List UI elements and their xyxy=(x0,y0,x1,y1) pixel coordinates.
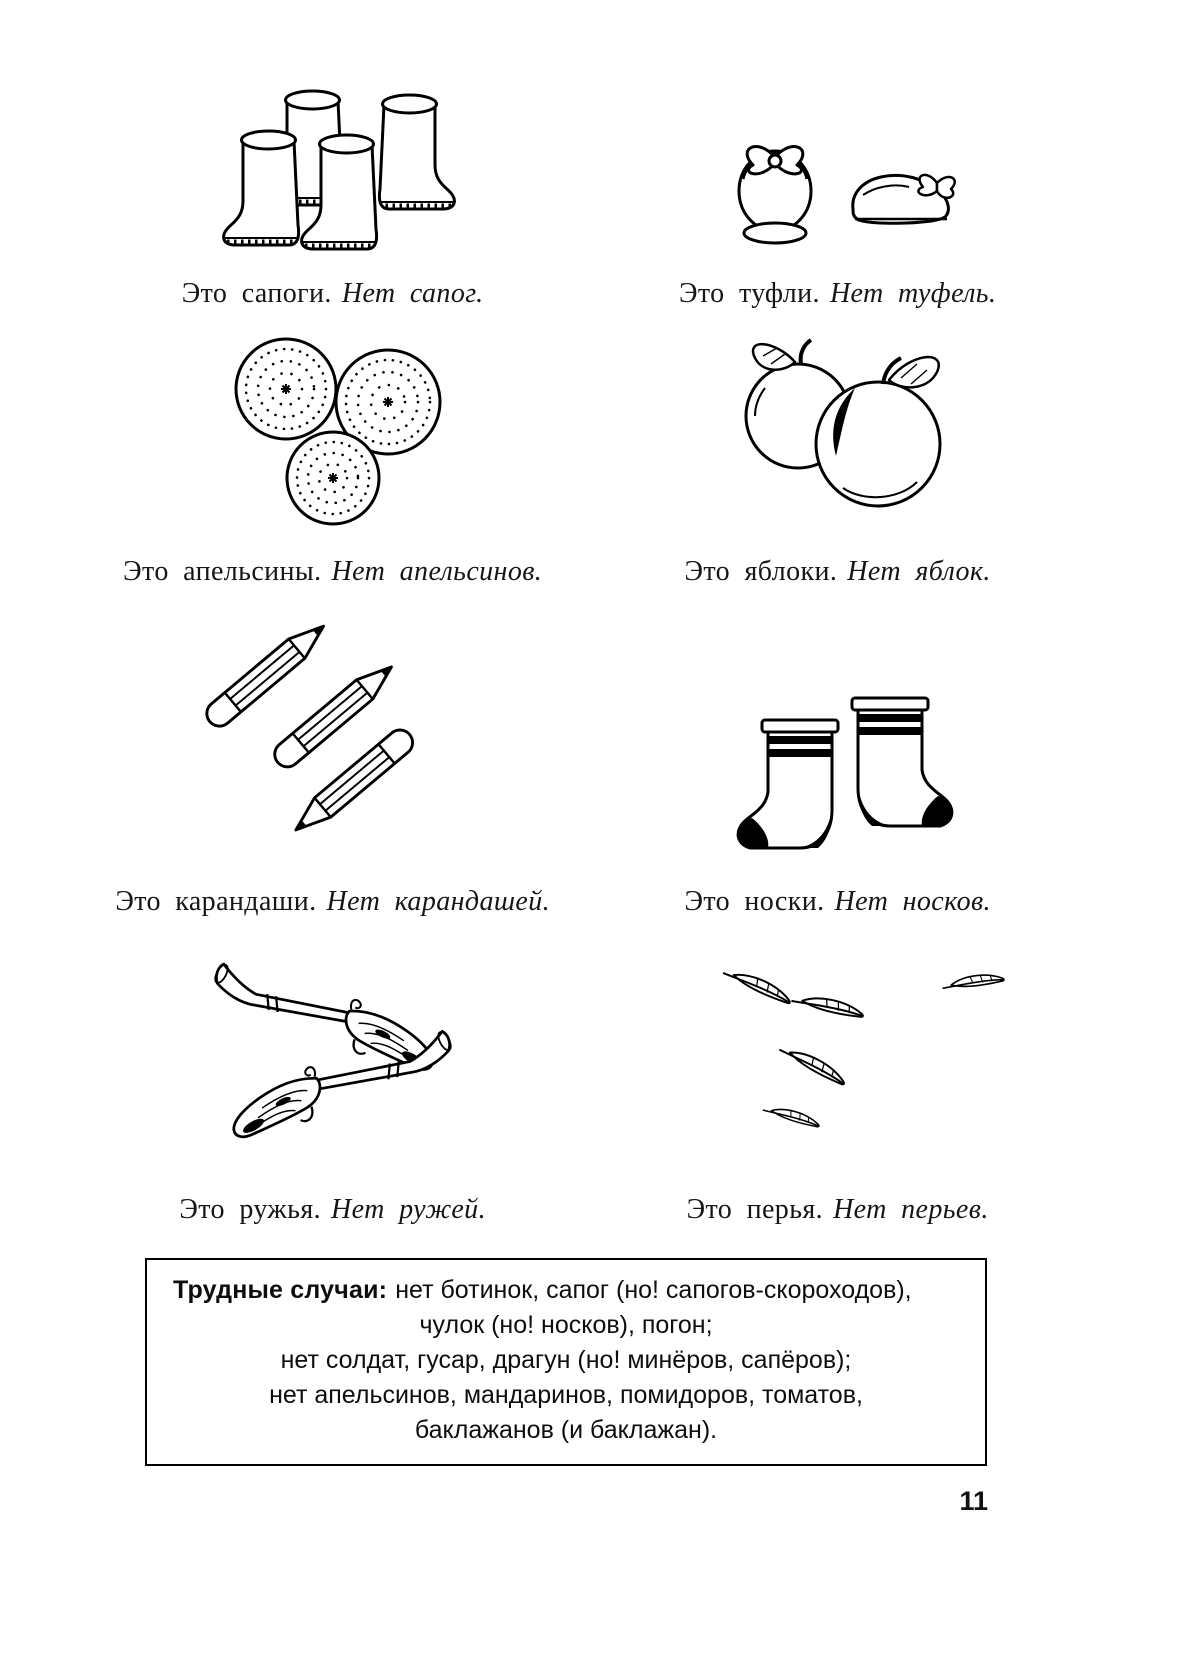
pencils-illustration xyxy=(163,599,503,861)
socks-drawing xyxy=(718,686,958,861)
caption-statement: Это карандаши. xyxy=(115,885,317,917)
caption-statement: Это носки. xyxy=(684,885,825,917)
caption-negation: Нет сапог. xyxy=(341,277,484,309)
caption-feathers xyxy=(687,1195,989,1224)
caption-boots xyxy=(182,279,484,308)
item-cell-apples xyxy=(605,308,1070,586)
note-line-1 xyxy=(173,1273,959,1308)
feathers-illustration xyxy=(668,941,1008,1169)
shoes-drawing xyxy=(713,113,963,253)
item-cell-socks xyxy=(605,586,1070,916)
caption-negation: Нет апельсинов. xyxy=(331,555,543,587)
caption-shoes xyxy=(679,279,996,308)
caption-pencils xyxy=(115,887,550,916)
socks-illustration xyxy=(718,686,958,861)
note-line-3: нет солдат, гусар, драгун (но! минёров, сапёров); xyxy=(280,1346,852,1374)
item-cell-feathers xyxy=(605,916,1070,1224)
caption-statement: Это сапоги. xyxy=(181,277,332,309)
note-line-1-text: нет ботинок, сапог (но! сапогов-скороходов), xyxy=(395,1276,912,1304)
caption-negation: Нет карандашей. xyxy=(326,885,551,917)
apples-drawing xyxy=(703,326,973,531)
note-label: Трудные случаи: xyxy=(173,1276,388,1304)
boots-drawing xyxy=(203,81,463,253)
shoes-illustration xyxy=(713,113,963,253)
item-cell-pencils xyxy=(60,586,605,916)
rifles-drawing xyxy=(133,941,533,1169)
note-line-5: баклажанов (и баклажан). xyxy=(414,1416,718,1444)
note-line-2: чулок (но! носков), погон; xyxy=(419,1311,713,1339)
oranges-illustration xyxy=(208,326,458,531)
exercise-grid xyxy=(60,56,1070,1224)
item-cell-boots xyxy=(60,56,605,308)
item-cell-rifles xyxy=(60,916,605,1224)
caption-negation: Нет перьев. xyxy=(833,1193,989,1225)
oranges-drawing xyxy=(208,326,458,531)
item-cell-oranges xyxy=(60,308,605,586)
caption-statement: Это апельсины. xyxy=(123,555,322,587)
caption-statement: Это перья. xyxy=(686,1193,824,1225)
caption-negation: Нет туфель. xyxy=(829,277,997,309)
caption-negation: Нет носков. xyxy=(834,885,991,917)
feathers-drawing xyxy=(668,941,1008,1169)
caption-negation: Нет ружей. xyxy=(331,1193,486,1225)
caption-statement: Это ружья. xyxy=(179,1193,322,1225)
caption-socks xyxy=(684,887,990,916)
apples-illustration xyxy=(703,326,973,531)
caption-oranges xyxy=(123,557,542,586)
difficult-cases-box xyxy=(145,1258,987,1466)
page-number: 11 xyxy=(959,1486,988,1516)
caption-rifles xyxy=(179,1195,486,1224)
pencils-drawing xyxy=(163,599,503,861)
caption-negation: Нет яблок. xyxy=(847,555,991,587)
caption-apples xyxy=(685,557,991,586)
item-cell-shoes xyxy=(605,56,1070,308)
boots-illustration xyxy=(203,81,463,253)
rifles-illustration xyxy=(133,941,533,1169)
caption-statement: Это яблоки. xyxy=(684,555,838,587)
note-line-4: нет апельсинов, мандаринов, помидоров, томатов, xyxy=(269,1381,863,1409)
caption-statement: Это туфли. xyxy=(679,277,820,309)
